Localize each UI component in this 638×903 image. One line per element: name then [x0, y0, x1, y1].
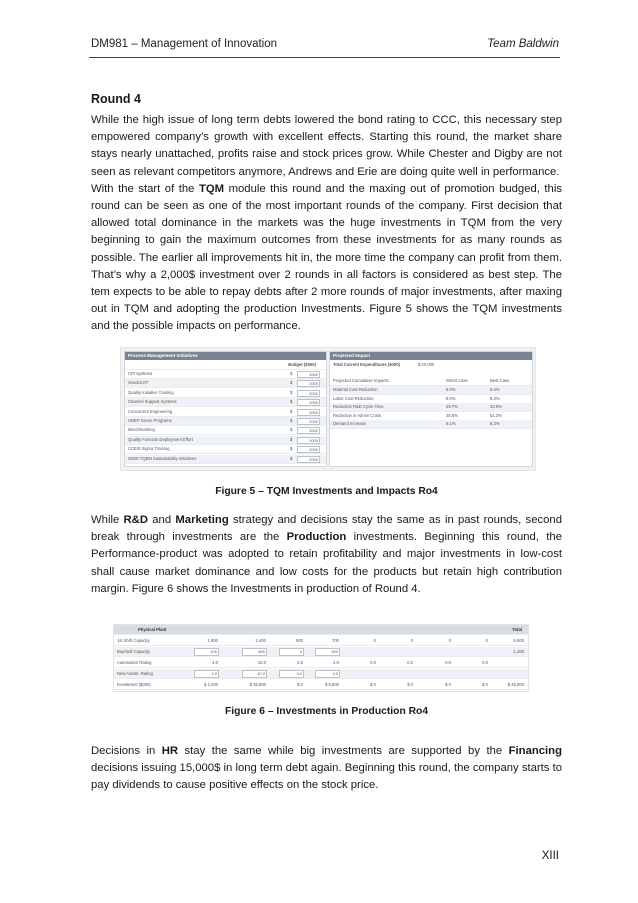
paragraph-4-financing: Financing	[508, 745, 562, 757]
initiative-label: Quality Initiative Training	[128, 389, 174, 395]
plant-value: 900	[296, 638, 303, 643]
paragraph-3-a: While	[91, 514, 124, 526]
header-course: DM981 – Management of Innovation	[91, 38, 278, 50]
initiative-label: GEMI TQEM Sustainability Initiatives	[128, 455, 197, 461]
process-management-table	[124, 351, 327, 467]
paragraph-2-tqm: TQM	[198, 182, 225, 195]
initiative-currency: $	[290, 418, 293, 423]
figure-6-caption: Figure 6 – Investments in Production Ro4	[224, 706, 429, 717]
plant-row	[114, 669, 528, 679]
plant-value: 700	[332, 638, 339, 643]
initiative-budget-input: 2000	[297, 437, 320, 444]
plant-value: 0	[410, 638, 413, 643]
plant-row-label: Automation Rating	[117, 660, 152, 665]
initiative-budget-input: 2000	[297, 380, 320, 387]
initiative-label: Benchmarking	[128, 427, 155, 433]
header-rule	[89, 57, 560, 58]
impact-best: 51.3%	[490, 412, 502, 418]
paragraph-1	[91, 112, 562, 336]
initiative-row	[125, 426, 326, 435]
initiative-currency: $	[290, 455, 293, 461]
total-expenditure-label: Total Current Expenditures ($000)	[333, 362, 400, 367]
paragraph-3-rd: R&D	[123, 514, 148, 526]
initiative-currency: $	[290, 427, 293, 433]
projected-impact-title: Projected Impact	[330, 352, 532, 360]
plant-value: $ 0	[482, 682, 488, 687]
initiative-label: Concurrent Engineering	[128, 408, 173, 414]
initiative-label: UNEP Green Programs	[128, 418, 172, 423]
plant-value: 100	[194, 648, 219, 656]
impact-worst: 6.1%	[446, 421, 456, 426]
plant-total: $ 45,600	[507, 682, 524, 687]
budget-header-row	[125, 361, 326, 370]
initiative-label: CCE/6 Sigma Training	[128, 446, 170, 452]
figure-6-production-screenshot	[113, 624, 529, 692]
impact-worst: 29.7%	[446, 404, 458, 409]
impact-best: 33.9%	[490, 404, 502, 409]
initiative-row	[125, 408, 326, 417]
plant-value: 300	[315, 648, 340, 656]
impact-worst: 8.0%	[446, 395, 456, 401]
plant-value: 0.0	[482, 660, 488, 665]
plant-value: 4.0	[315, 670, 340, 678]
plant-value: $ 0	[370, 682, 376, 687]
plant-value: 2,400	[255, 638, 266, 643]
initiative-label: Channel Support Systems	[128, 399, 177, 405]
plant-value: $ 0	[445, 682, 451, 687]
paragraph-2-start: With the start of the	[91, 182, 199, 195]
impact-row	[330, 420, 532, 429]
section-heading: Round 4	[91, 92, 141, 106]
plant-row-label: 1st Shift Capacity	[117, 638, 150, 643]
impact-label: Material Cost Reduction	[333, 387, 378, 392]
initiative-currency: $	[290, 371, 293, 376]
initiative-budget-input: 2000	[297, 456, 320, 463]
paragraph-4-hr: HR	[161, 745, 179, 757]
paragraph-4	[91, 743, 562, 795]
paragraph-4-e: decisions issuing 15,000$ in long term debt again. Beginning this round, the company starts to pay dividends to cause positive effects on the stock price.	[91, 762, 562, 792]
impact-worst: 38.6%	[446, 412, 458, 418]
initiative-budget-input: 2000	[297, 399, 320, 406]
initiative-budget-input: 2000	[297, 409, 320, 416]
impact-best: 6.4%	[490, 387, 500, 392]
initiative-label: CPI Systems	[128, 371, 153, 376]
plant-total: 1,200	[513, 649, 524, 654]
paragraph-3-e: strategy and decisions stay the same as in past rounds, second break through investments are the	[91, 514, 562, 544]
paragraph-3-g: investments. Beginning this round, the Performance-product was adopted to retain profitability and major investments in low-cost shall cause market dominance and low costs for the products but retain high contribution margin. Figure 6 shows the Investments in production of Round 4.	[91, 531, 562, 595]
impact-header-label: Projected Cumulative Impacts	[333, 378, 389, 383]
header-team: Team Baldwin	[487, 38, 559, 50]
paragraph-2-rest: module this round and the maxing out of promotion budged, this round can be seen as one of the most important rounds of the company. First decision that allowed total dominance in the markets was the huge investments in TQM from the very beginning to gain the maximum outcomes from these investments for as many rounds as possible. The earlier all improvements hit in, the more time the company can profit from them. That’s why a 2,000$ investment over 2 rounds in all factors is considered as best step. The tem expects to be able to repay debts after 2 more rounds of major investments, after maxing out in TQM and adopting the production Investments. Figure 5 shows the TQM investments and the possible impacts on performance.	[91, 182, 562, 333]
initiative-budget-input: 2000	[297, 390, 320, 397]
plant-value: $ 0	[297, 682, 303, 687]
plant-value: 10.0	[257, 660, 266, 665]
plant-value: 4.0	[212, 660, 218, 665]
initiative-row	[125, 436, 326, 445]
plant-value: 1,900	[207, 638, 218, 643]
plant-value: 3.0	[297, 660, 303, 665]
plant-row	[114, 647, 528, 657]
projected-impact-table	[329, 351, 533, 467]
impact-worst: 5.0%	[446, 387, 456, 392]
initiative-row	[125, 379, 326, 388]
initiative-row	[125, 417, 326, 426]
initiative-budget-input: 2000	[297, 371, 320, 378]
impact-label: Reduction R&D Cycle Time	[333, 404, 384, 409]
plant-row-label: New Autom. Rating	[117, 671, 153, 676]
paragraph-3	[91, 512, 562, 598]
initiative-currency: $	[290, 408, 293, 414]
plant-row-label: Buy/Sell Capacity	[117, 649, 150, 654]
initiative-currency: $	[290, 389, 293, 395]
initiative-row	[125, 445, 326, 454]
initiative-budget-input: 2000	[297, 446, 320, 453]
impact-header-best: Best Case	[490, 378, 510, 383]
initiative-currency: $	[290, 399, 293, 405]
total-header: Total	[512, 627, 522, 632]
plant-value: 0.0	[445, 660, 451, 665]
figure-5-caption: Figure 5 – TQM Investments and Impacts Ro4	[215, 486, 438, 497]
page-number: XIII	[541, 850, 559, 862]
paragraph-3-c: and	[148, 514, 176, 526]
paragraph-3-marketing: Marketing	[175, 514, 229, 526]
initiative-budget-input: 2000	[297, 427, 320, 434]
plant-value: 0	[279, 648, 304, 656]
plant-value: 0.0	[407, 660, 413, 665]
plant-value: 0	[485, 638, 488, 643]
impact-header-row	[330, 377, 532, 386]
process-management-title: Process Management Initiatives	[125, 352, 326, 360]
plant-value: 0	[448, 638, 451, 643]
initiative-currency: $	[290, 446, 293, 452]
impact-label: Reduction in Admin Costs	[333, 412, 381, 418]
initiative-label: Vendor/JIT	[128, 380, 149, 386]
figure-5-tqm-screenshot	[120, 347, 536, 471]
physical-plant-header	[114, 625, 528, 635]
plant-value: 800	[242, 648, 267, 656]
plant-value: $ 0	[407, 682, 413, 687]
plant-row	[114, 680, 528, 690]
initiative-currency: $	[290, 380, 293, 386]
plant-value: $ 36,800	[249, 682, 266, 687]
initiative-label: Quality Function Deployment Effort	[128, 436, 193, 442]
paragraph-4-c: stay the same while big investments are supported by the	[178, 745, 509, 757]
paragraph-3-production: Production	[286, 531, 347, 544]
impact-header-worst: Worst Case	[446, 378, 468, 383]
impact-best: 8.3%	[490, 395, 500, 401]
plant-total: 5,900	[513, 638, 524, 643]
plant-value: 4.0	[333, 660, 339, 665]
plant-value: $ 6,600	[325, 682, 339, 687]
plant-value: 4.0	[194, 670, 219, 678]
initiative-budget-input: 2000	[297, 418, 320, 425]
initiative-row	[125, 370, 326, 379]
plant-value: 0.0	[370, 660, 376, 665]
initiative-currency: $	[290, 436, 293, 442]
initiative-row	[125, 398, 326, 407]
paragraph-4-a: Decisions in	[91, 745, 162, 757]
plant-value: 0	[373, 638, 376, 643]
plant-row	[114, 636, 528, 646]
initiative-row	[125, 455, 326, 464]
plant-value: 10.0	[242, 670, 267, 678]
plant-value: 3.0	[279, 670, 304, 678]
plant-value: $ 2,200	[204, 682, 218, 687]
total-expenditure-row	[330, 361, 532, 369]
total-expenditure-value: $ 20,000	[418, 362, 435, 367]
impact-best: 8.3%	[490, 421, 500, 426]
budget-header: Budget ($000)	[288, 362, 316, 367]
impact-label: Labor Cost Reduction	[333, 395, 374, 401]
paragraph-1-text: While the high issue of long term debts lowered the bond rating to CCC, this necessary step empowered company’s growth with excellent effects. Starting this round, the market share stays nearly unattached, profits raise and stock prices grow. While Chester and Digby are not seen as relevant competitors anymore, Andrews and Erie are doing quite well in performance.	[91, 114, 562, 178]
initiative-row	[125, 389, 326, 398]
plant-row-label: Investment ($000)	[117, 682, 151, 687]
plant-row	[114, 658, 528, 668]
physical-plant-title: Physical Plant	[138, 627, 167, 632]
impact-label: Demand Increase	[333, 421, 367, 426]
